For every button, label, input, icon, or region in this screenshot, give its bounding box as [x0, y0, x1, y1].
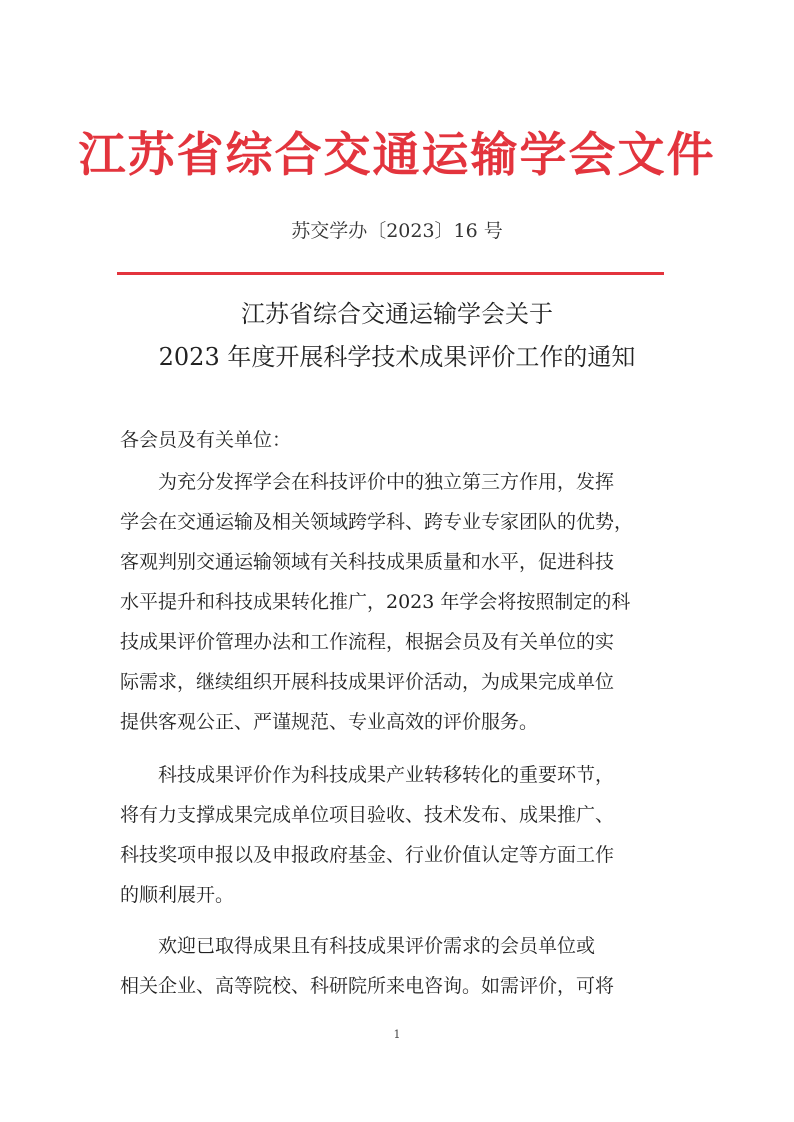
paragraph-1-line: 水平提升和科技成果转化推广，2023 年学会将按照制定的科 — [120, 591, 631, 613]
paragraph-2-line: 的顺利展开。 — [120, 884, 235, 906]
page-number: 1 — [393, 1028, 401, 1041]
paragraph-2-line: 科技奖项申报以及申报政府基金、行业价值认定等方面工作 — [120, 844, 615, 866]
notice-title-line-2: 2023 年度开展科学技术成果评价工作的通知 — [158, 343, 636, 371]
paragraph-1-line: 提供客观公正、严谨规范、专业高效的评价服务。 — [120, 711, 539, 733]
paragraph-1-line: 际需求，继续组织开展科技成果评价活动，为成果完成单位 — [120, 671, 615, 693]
paragraph-3-line: 欢迎已取得成果且有科技成果评价需求的会员单位或 — [158, 935, 596, 957]
paragraph-2-line: 将有力支撑成果完成单位项目验收、技术发布、成果推广、 — [120, 804, 615, 826]
paragraph-1-line: 学会在交通运输及相关领域跨学科、跨专业专家团队的优势， — [120, 511, 634, 533]
paragraph-1-line: 为充分发挥学会在科技评价中的独立第三方作用，发挥 — [158, 471, 615, 493]
document-number: 苏交学办〔2023〕16 号 — [291, 220, 503, 242]
paragraph-1-line: 客观判别交通运输领域有关科技成果质量和水平，促进科技 — [120, 551, 615, 573]
red-divider-line — [117, 272, 664, 275]
notice-title-line-1: 江苏省综合交通运输学会关于 — [241, 300, 553, 328]
paragraph-3-line: 相关企业、高等院校、科研院所来电咨询。如需评价，可将 — [120, 975, 615, 997]
paragraph-2-line: 科技成果评价作为科技成果产业转移转化的重要环节， — [158, 764, 615, 786]
org-header-title: 江苏省综合交通运输学会文件 — [78, 128, 716, 183]
salutation: 各会员及有关单位： — [120, 429, 292, 451]
paragraph-1-line: 技成果评价管理办法和工作流程，根据会员及有关单位的实 — [120, 631, 615, 653]
